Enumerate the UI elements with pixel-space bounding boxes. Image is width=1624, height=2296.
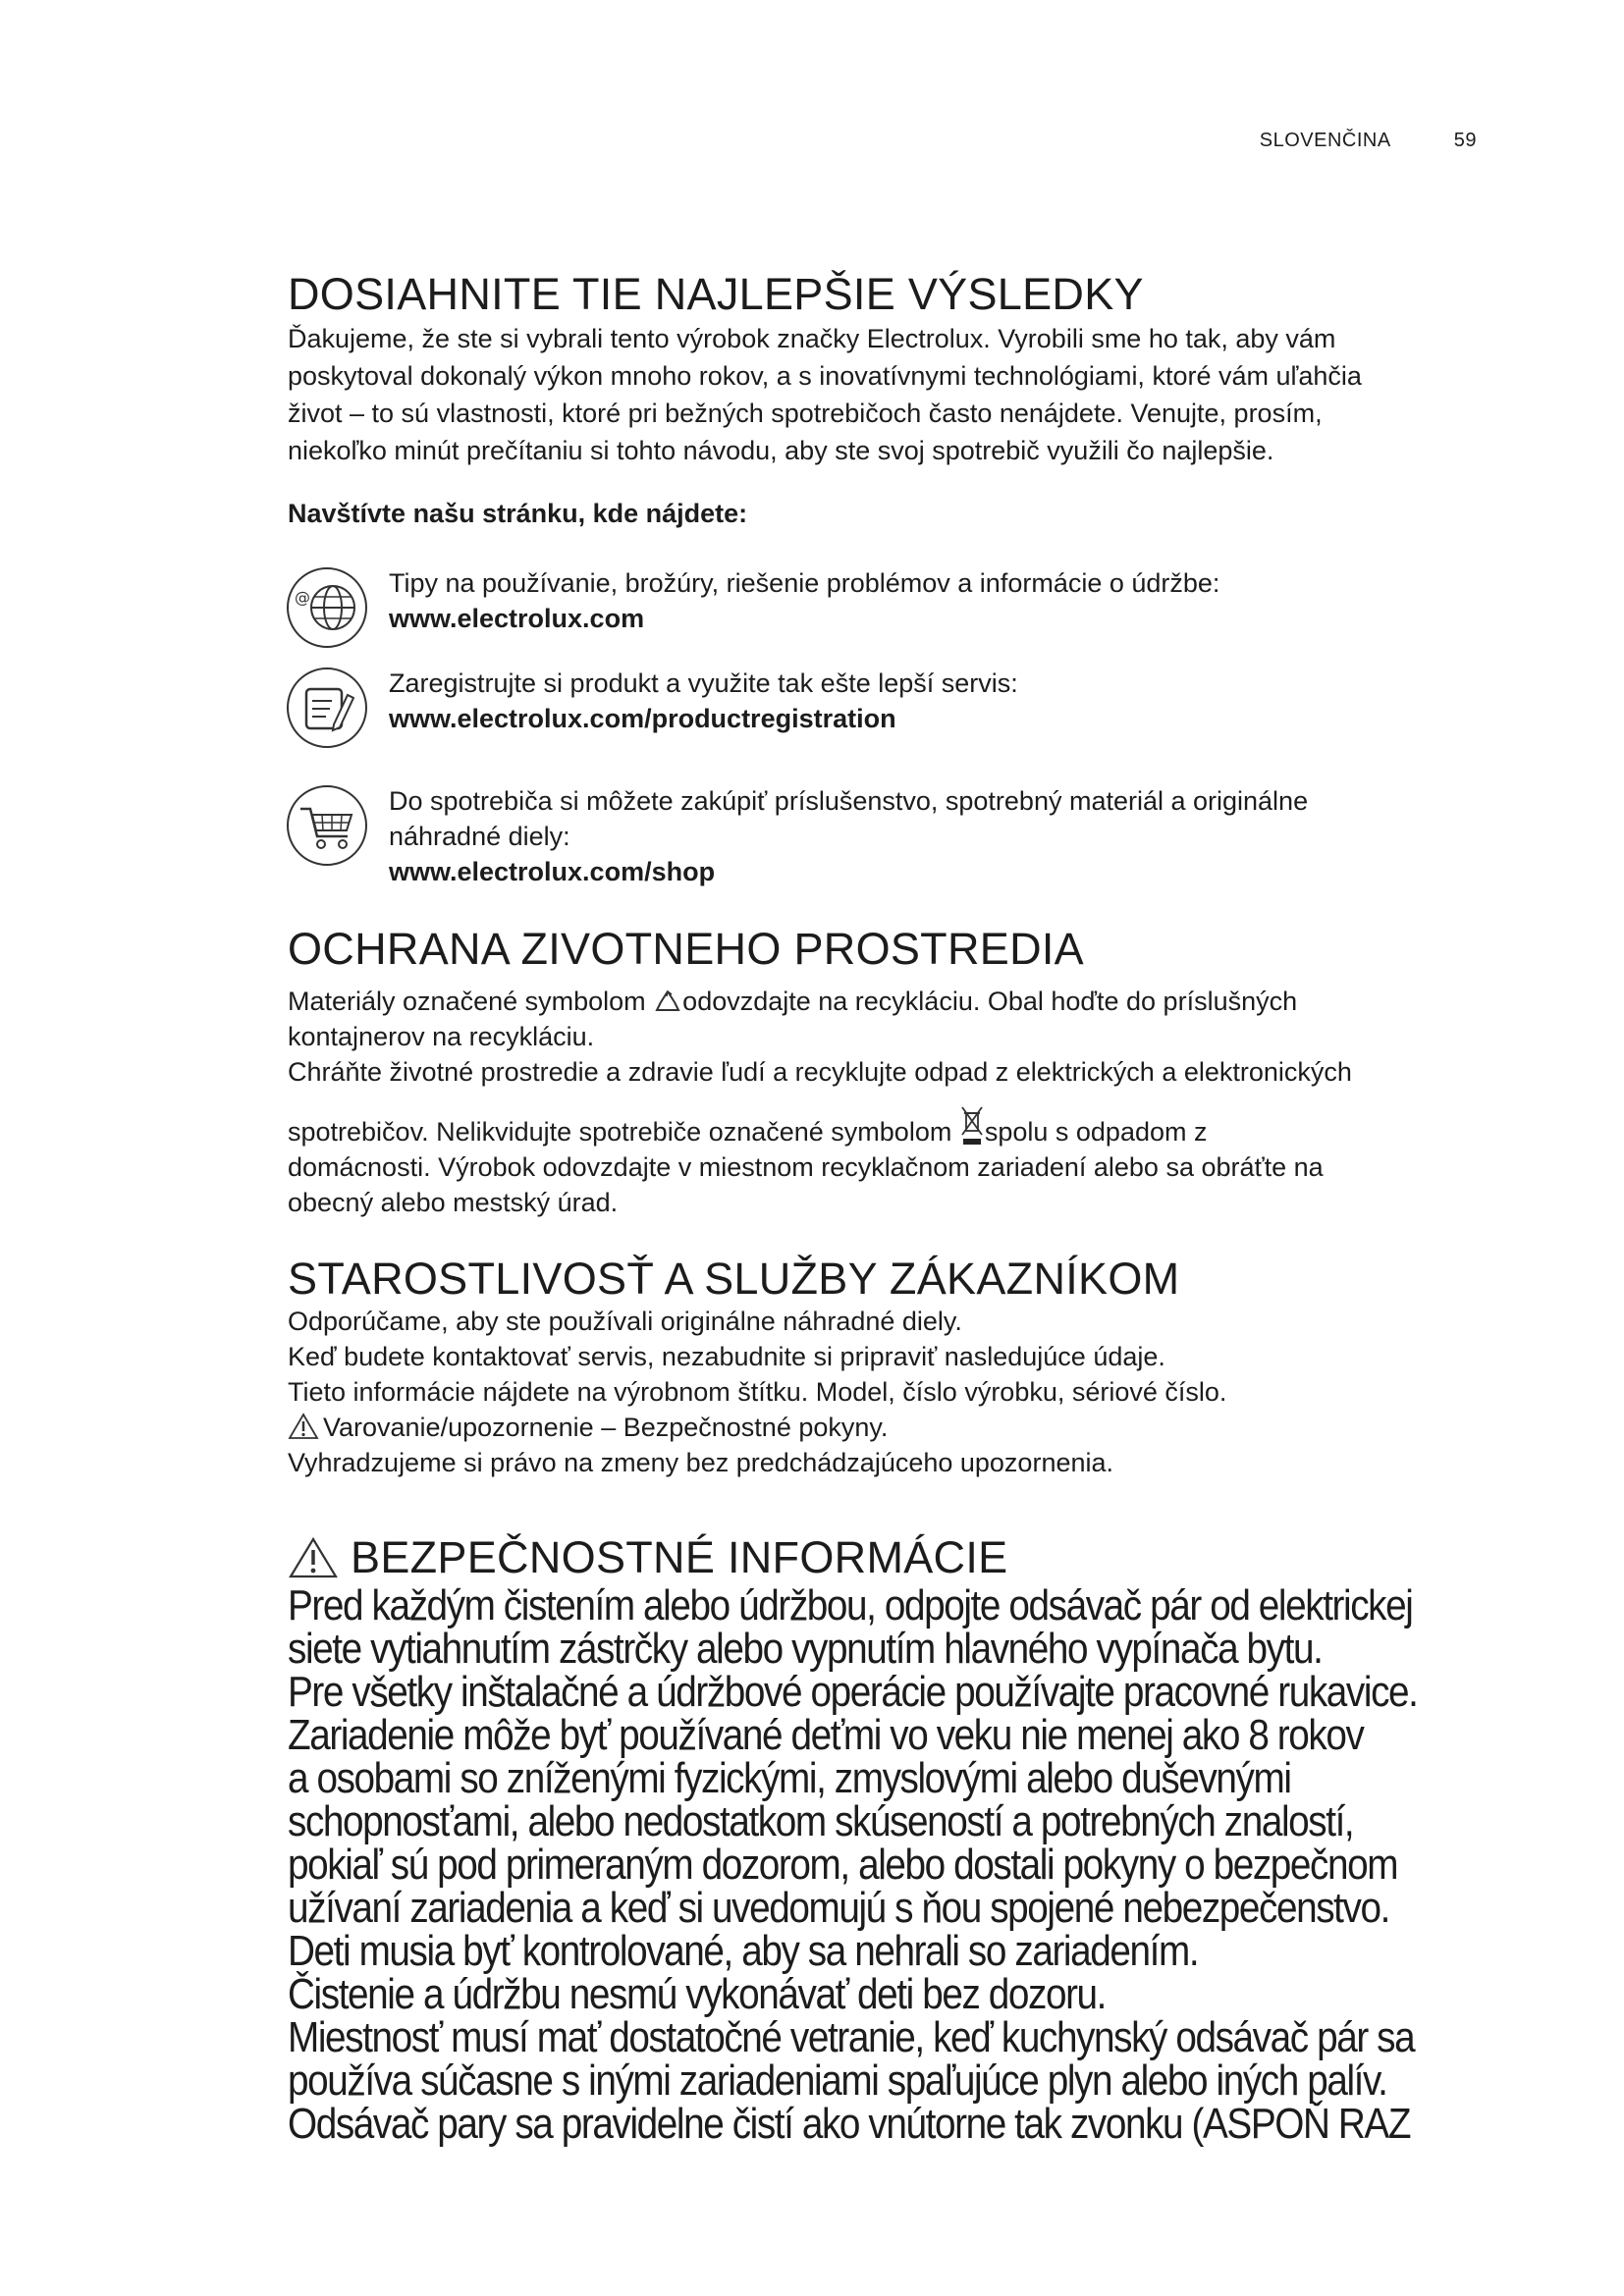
safety-heading (288, 1533, 1486, 1582)
care-line: Odporúčame, aby ste používali originálne náhradné diely. (288, 1307, 962, 1336)
shopping-cart-icon (285, 783, 369, 868)
environment-text: spolu s odpadom z (984, 1117, 1208, 1147)
visit-item-text (389, 783, 1308, 889)
recycle-icon (653, 988, 682, 1018)
visit-item-line: Do spotrebiča si môžete zakúpiť príslušenstvo, spotrebný materiál a originálne (389, 786, 1309, 816)
environment-text: odovzdajte na recykláciu. Obal hoďte do príslušných (682, 987, 1298, 1016)
intro-line: život – to sú vlastnosti, ktoré pri bežných spotrebičoch často nenájdete. Venujte, prosím, (288, 399, 1323, 428)
page-number: 59 (1453, 130, 1477, 151)
environment-line (288, 1105, 1486, 1149)
globe-icon (285, 565, 369, 650)
visit-item-text (389, 666, 1018, 736)
safety-line: Miestnosť musí mať dostatočné vetranie, keď kuchynský odsávač pár sa (288, 2013, 1415, 2061)
safety-line: Pre všetky inštalačné a údržbové operácie používajte pracovné rukavice. (288, 1668, 1418, 1716)
warning-icon (288, 1413, 319, 1440)
header-language: SLOVENČINA (1259, 130, 1391, 151)
environment-line: obecný alebo mestský úrad. (288, 1188, 619, 1217)
environment-line: Chráňte životné prostredie a zdravie ľudí a recyklujte odpad z elektrických a elektronických (288, 1057, 1352, 1087)
visit-item-tips (285, 565, 1492, 664)
environment-line: kontajnerov na recykláciu. (288, 1022, 595, 1051)
intro-line: poskytoval dokonalý výkon mnoho rokov, a s inovatívnymi technológiami, ktoré vám uľahčia (288, 361, 1362, 391)
warning-icon (288, 1536, 339, 1579)
section-best-results (288, 270, 1486, 468)
safety-body (288, 1581, 1480, 2148)
intro-line: Ďakujeme, že ste si vybrali tento výrobok značky Electrolux. Vyrobili sme ho tak, aby vám (288, 324, 1336, 353)
section-title: DOSIAHNITE TIE NAJLEPŠIE VÝSLEDKY (288, 269, 1144, 319)
visit-title: Navštívte našu stránku, kde nájdete: (288, 499, 748, 528)
visit-link[interactable]: www.electrolux.com (389, 604, 645, 633)
visit-item-shop (285, 783, 1492, 886)
section-title: OCHRANA ZIVOTNEHO PROSTREDIA (288, 924, 1084, 974)
environment-line (288, 984, 1486, 1019)
section-environment (288, 925, 1486, 1220)
section-title: BEZPEČNOSTNÉ INFORMÁCIE (351, 1532, 1008, 1582)
care-line (288, 1410, 1486, 1445)
running-header (1260, 130, 1477, 152)
intro-line: niekoľko minút prečítaniu si tohto návodu, aby ste svoj spotrebič využili čo najlepšie. (288, 436, 1274, 465)
environment-line: domácnosti. Výrobok odovzdajte v miestnom recyklačnom zariadení alebo sa obráťte na (288, 1152, 1324, 1182)
visit-item-line: náhradné diely: (389, 822, 570, 851)
safety-line: Pred každým čistením alebo údržbou, odpojte odsávač pár od elektrickej (288, 1581, 1413, 1629)
visit-item-line: Zaregistrujte si produkt a využite tak ešte lepší servis: (389, 668, 1018, 698)
care-line: Vyhradzujeme si právo na zmeny bez predchádzajúceho upozornenia. (288, 1448, 1114, 1477)
section-title: STAROSTLIVOSŤ A SLUŽBY ZÁKAZNÍKOM (288, 1254, 1180, 1304)
safety-line: Zariadenie môže byť používané deťmi vo veku nie menej ako 8 rokov (288, 1711, 1364, 1759)
safety-line: siete vytiahnutím zástrčky alebo vypnutím hlavného vypínača bytu. (288, 1625, 1323, 1673)
section-customer-care (288, 1255, 1486, 1480)
visit-link[interactable]: www.electrolux.com/shop (389, 857, 716, 886)
safety-line: pokiaľ sú pod primeraným dozorom, alebo dostali pokyny o bezpečnom (288, 1841, 1398, 1889)
care-line: Keď budete kontaktovať servis, nezabudnite si pripraviť nasledujúce údaje. (288, 1342, 1165, 1371)
visit-item-line: Tipy na používanie, brožúry, riešenie problémov a informácie o údržbe: (389, 568, 1220, 598)
safety-line: Čistenie a údržbu nesmú vykonávať deti bez dozoru. (288, 1970, 1107, 2018)
safety-line: Deti musia byť kontrolované, aby sa nehrali so zariadením. (288, 1927, 1199, 1975)
care-text: Varovanie/upozornenie – Bezpečnostné pokyny. (323, 1413, 889, 1442)
visit-item-registration (285, 666, 1492, 764)
safety-line: užívaní zariadenia a keď si uvedomujú s ňou spojené nebezpečenstvo. (288, 1884, 1389, 1932)
safety-line: používa súčasne s inými zariadeniami spaľujúce plyn alebo iných palív. (288, 2056, 1387, 2105)
crossed-bin-icon (959, 1105, 985, 1148)
safety-line: a osobami so zníženými fyzickými, zmyslovými alebo duševnými (288, 1754, 1291, 1802)
safety-line: schopnosťami, alebo nedostatkom skúseností a potrebných znalostí, (288, 1797, 1354, 1845)
visit-item-text (389, 565, 1219, 636)
visit-link[interactable]: www.electrolux.com/productregistration (389, 704, 896, 733)
registration-icon (285, 666, 369, 750)
care-line: Tieto informácie nájdete na výrobnom štítku. Model, číslo výrobku, sériové číslo. (288, 1377, 1227, 1407)
environment-text: Materiály označené symbolom (288, 987, 654, 1016)
section-safety (288, 1533, 1486, 2146)
svg-text:@: @ (295, 588, 310, 607)
environment-text: spotrebičov. Nelikvidujte spotrebiče označené symbolom (288, 1117, 959, 1147)
safety-line: Odsávač pary sa pravidelne čistí ako vnútorne tak zvonku (ASPOŇ RAZ (288, 2100, 1411, 2148)
